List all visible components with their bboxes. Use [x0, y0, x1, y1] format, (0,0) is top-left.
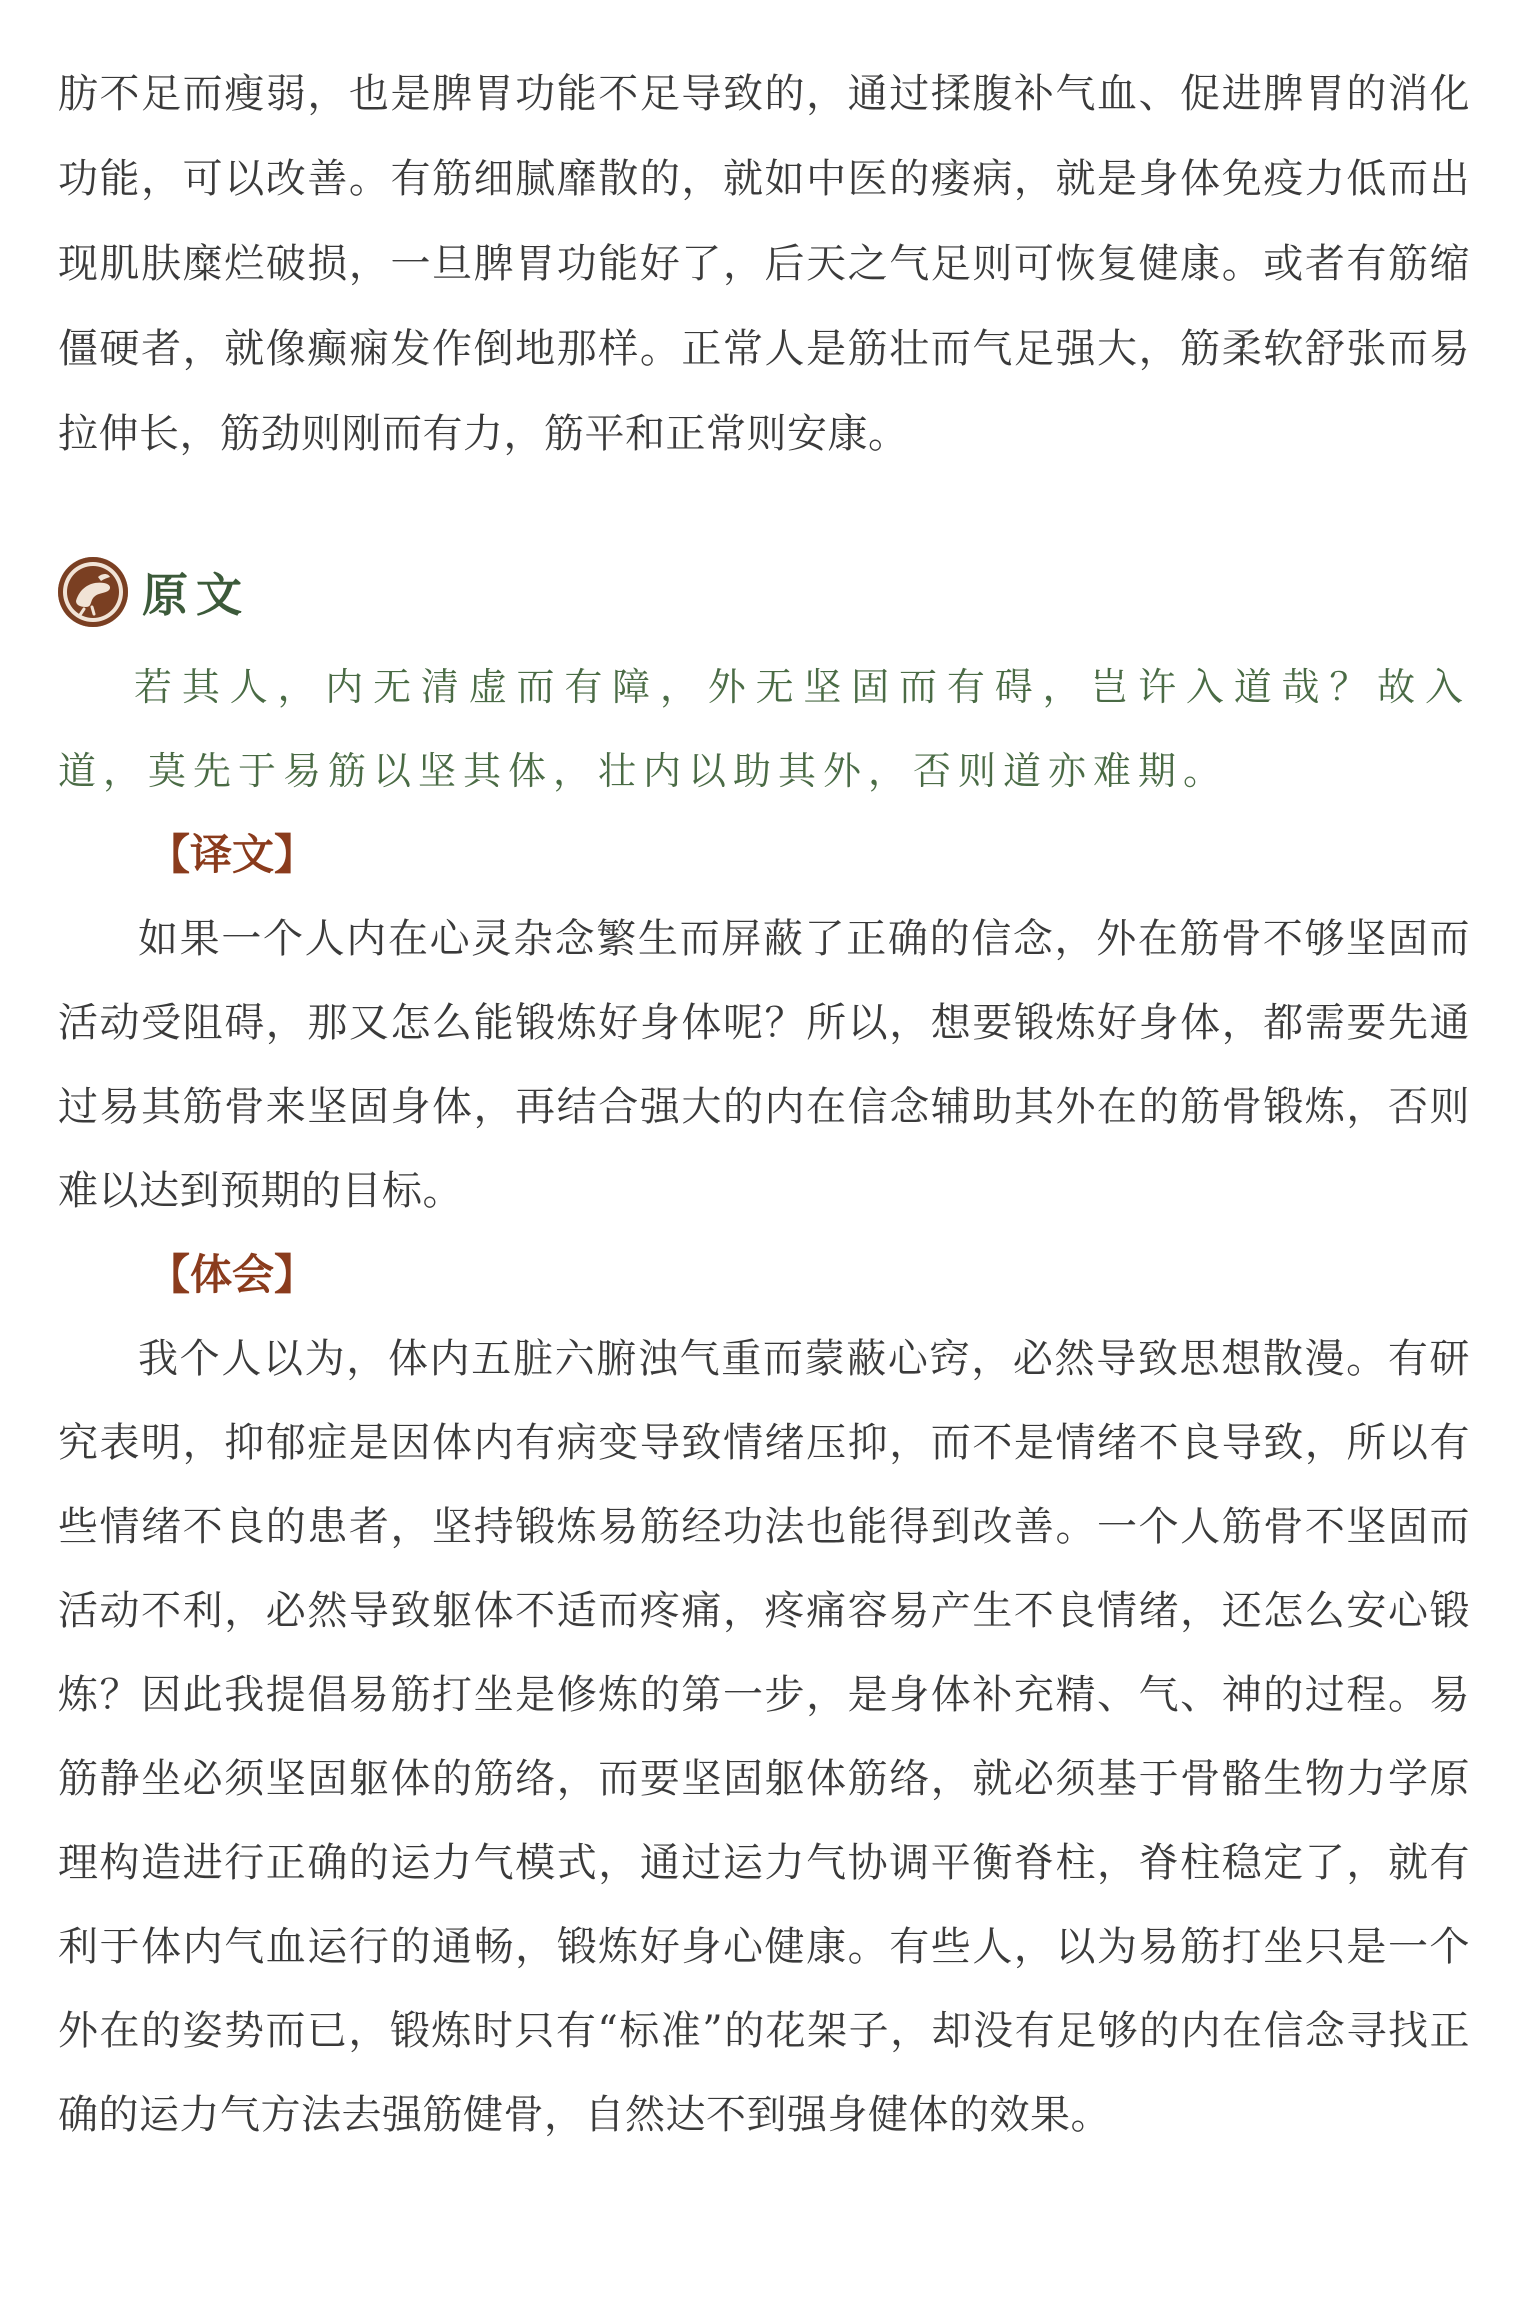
intro-section — [58, 52, 1470, 477]
reflection-label: 【体会】 — [148, 1250, 317, 1299]
seal-icon — [58, 557, 128, 627]
original-section — [58, 645, 1470, 813]
page — [58, 52, 1470, 2157]
translation-paragraph: 如果一个人内在心灵杂念繁生而屏蔽了正确的信念，外在筋骨不够坚固而活动受阻碍，那又怎么能锻炼好身体呢？所以，想要锻炼好身体，都需要先通过易其筋骨来坚固身体，再结合强大的内在信念辅助其外在的筋骨锻炼，否则难以达到预期的目标。 — [58, 916, 1470, 1214]
original-heading — [58, 547, 1470, 637]
original-paragraph: 若其人，内无清虚而有障，外无坚固而有碍，岂许入道哉？故入道，莫先于易筋以坚其体，壮内以助其外，否则道亦难期。 — [58, 665, 1470, 793]
translation-label: 【译文】 — [148, 830, 317, 879]
original-title: 原文 — [142, 568, 250, 622]
reflection-paragraph: 我个人以为，体内五脏六腑浊气重而蒙蔽心窍，必然导致思想散漫。有研究表明，抑郁症是因体内有病变导致情绪压抑，而不是情绪不良导致，所以有些情绪不良的患者，坚持锻炼易筋经功法也能得到改善。一个人筋骨不坚固而活动不利，必然导致躯体不适而疼痛，疼痛容易产生不良情绪，还怎么安心锻炼？因此我提倡易筋打坐是修炼的第一步，是身体补充精、气、神的过程。易筋静坐必须坚固躯体的筋络，而要坚固躯体筋络，就必须基于骨骼生物力学原理构造进行正确的运力气模式，通过运力气协调平衡脊柱，脊柱稳定了，就有利于体内气血运行的通畅，锻炼好身心健康。有些人，以为易筋打坐只是一个外在的姿势而已，锻炼时只有“标准”的花架子，却没有足够的内在信念寻找正确的运力气方法去强筋健骨，自然达不到强身健体的效果。 — [58, 1336, 1470, 2138]
intro-paragraph: 肪不足而瘦弱，也是脾胃功能不足导致的，通过揉腹补气血、促进脾胃的消化功能，可以改善。有筋细腻靡散的，就如中医的瘘病，就是身体免疫力低而出现肌肤糜烂破损，一旦脾胃功能好了，后天之气足则可恢复健康。或者有筋缩僵硬者，就像癫痫发作倒地那样。正常人是筋壮而气足强大，筋柔软舒张而易拉伸长，筋劲则刚而有力，筋平和正常则安康。 — [58, 71, 1470, 457]
